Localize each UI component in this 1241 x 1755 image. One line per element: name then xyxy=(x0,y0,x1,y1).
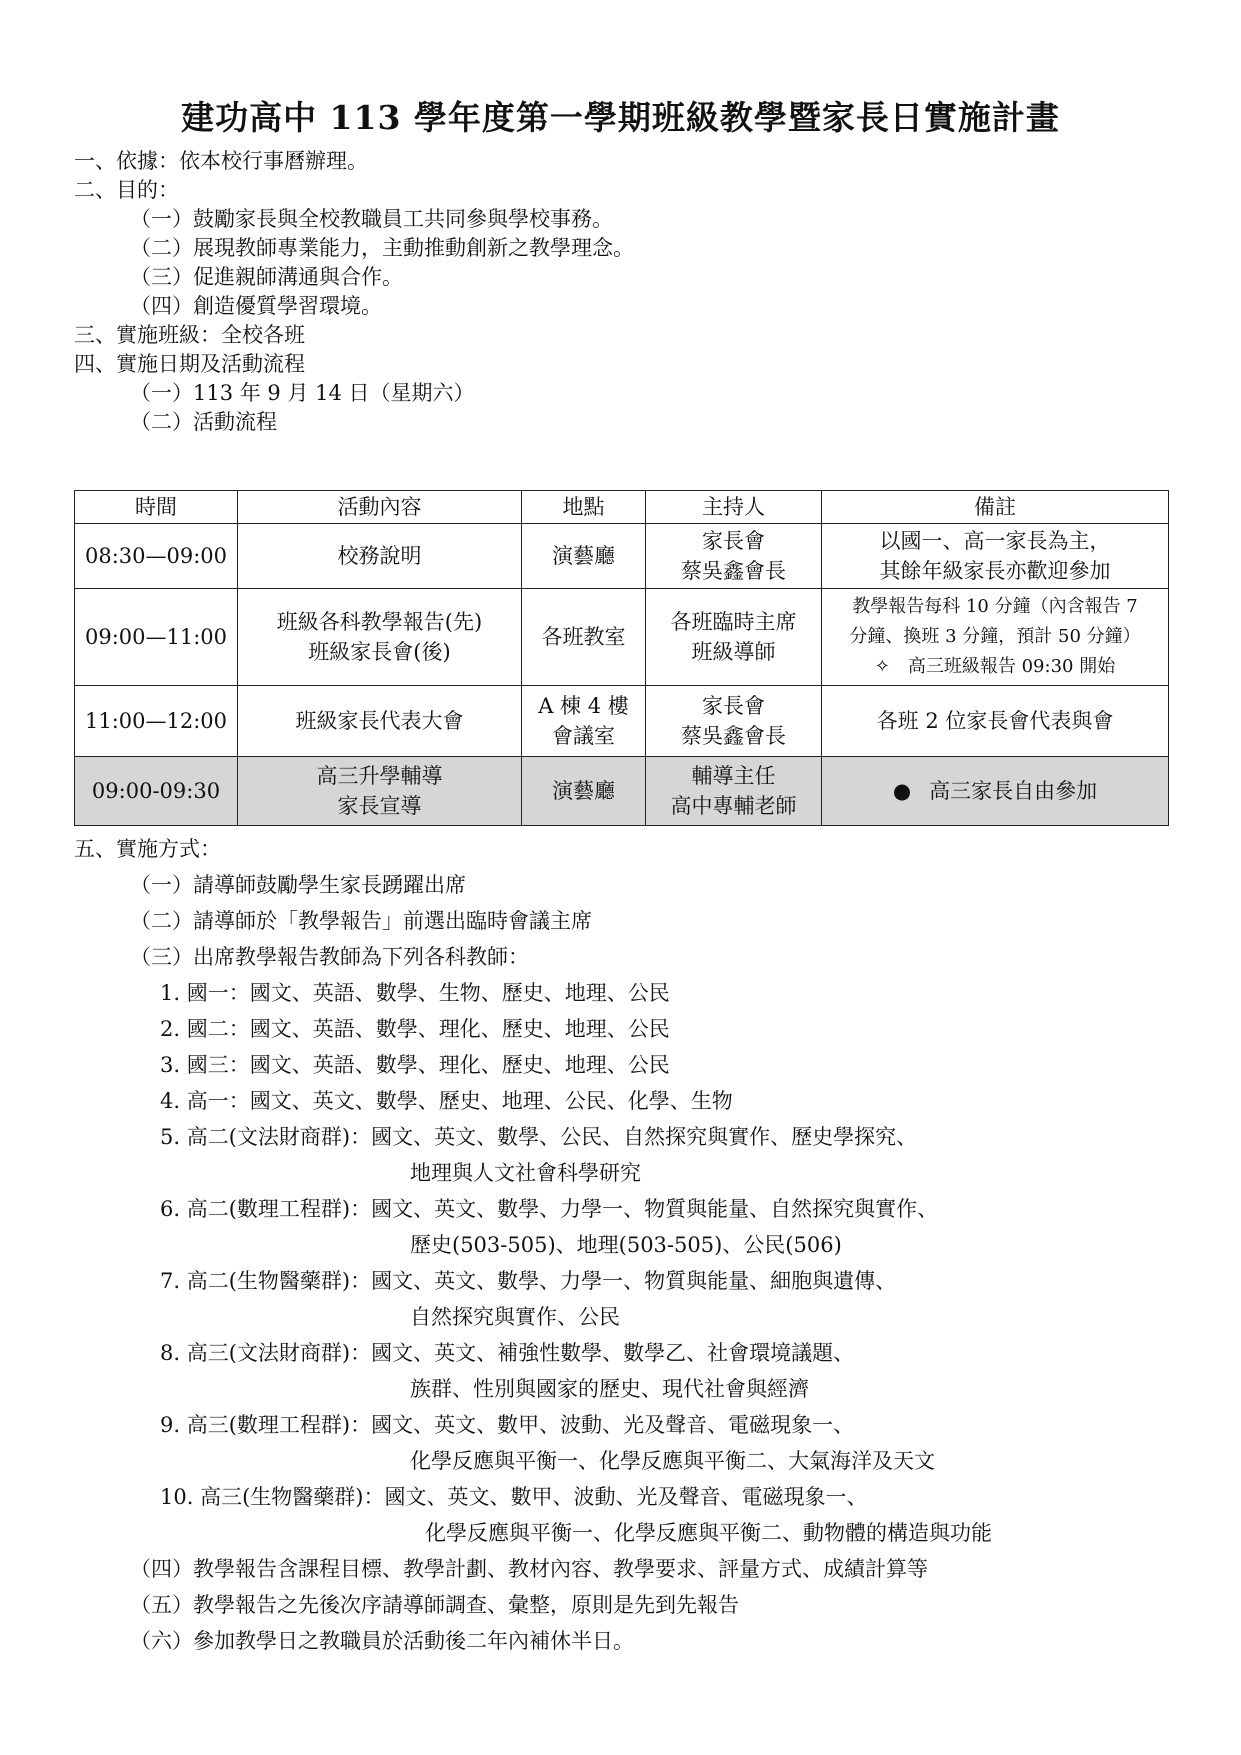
purpose-heading: 二、目的： xyxy=(74,178,179,202)
method-item: （五）教學報告之先後次序請導師調查、彙整，原則是先到先報告 xyxy=(130,1593,739,1617)
cell-line: 班級各科教學報告(先) xyxy=(276,610,483,634)
cell-place xyxy=(522,524,646,589)
bullet-icon: ● xyxy=(892,779,912,803)
cell-line: 校務說明 xyxy=(337,544,422,568)
cell-line: 蔡吳鑫會長 xyxy=(681,559,786,583)
cell-line: 會議室 xyxy=(552,724,615,748)
subject-line: 10. 高三(生物醫藥群)：國文、英文、數甲、波動、光及聲音、電磁現象一、 xyxy=(160,1485,868,1509)
method-item: （四）教學報告含課程目標、教學計劃、教材內容、教學要求、評量方式、成績計算等 xyxy=(130,1557,928,1581)
header-note: 備註 xyxy=(822,491,1169,524)
header-place: 地點 xyxy=(522,491,646,524)
subject-line-cont: 化學反應與平衡一、化學反應與平衡二、動物體的構造與功能 xyxy=(425,1521,992,1545)
cell-time: 09:00-09:30 xyxy=(75,757,238,826)
subject-line: 8. 高三(文法財商群)：國文、英文、補強性數學、數學乙、社會環境議題、 xyxy=(160,1341,855,1365)
document-title: 建功高中 113 學年度第一學期班級教學暨家長日實施計畫 xyxy=(181,98,1060,137)
purpose-item: （二）展現教師專業能力，主動推動創新之教學理念。 xyxy=(130,236,634,260)
subject-line: 5. 高二(文法財商群)：國文、英文、數學、公民、自然探究與實作、歷史學探究、 xyxy=(160,1125,918,1149)
cell-place xyxy=(522,686,646,757)
subject-line-cont: 族群、性別與國家的歷史、現代社會與經濟 xyxy=(410,1377,809,1401)
cell-activity xyxy=(238,589,522,686)
cell-place xyxy=(522,757,646,826)
cell-line: 家長會 xyxy=(702,529,765,553)
subject-line-cont: 歷史(503-505)、地理(503-505)、公民(506) xyxy=(410,1233,842,1257)
cell-line: 各班教室 xyxy=(541,625,626,649)
table-header-row xyxy=(75,491,1169,524)
subject-line: 6. 高二(數理工程群)：國文、英文、數學、力學一、物質與能量、自然探究與實作、 xyxy=(160,1197,939,1221)
cell-line: 蔡吳鑫會長 xyxy=(681,724,786,748)
cell-line: 班級家長代表大會 xyxy=(295,709,464,733)
cell-line: ✧ 高三班級報告 09:30 開始 xyxy=(874,656,1116,677)
header-activity: 活動內容 xyxy=(238,491,522,524)
subject-line: 1. 國一：國文、英語、數學、生物、歷史、地理、公民 xyxy=(160,981,670,1005)
cell-note xyxy=(822,524,1169,589)
cell-line: 家長宣導 xyxy=(337,794,422,818)
subject-line: 9. 高三(數理工程群)：國文、英文、數甲、波動、光及聲音、電磁現象一、 xyxy=(160,1413,855,1437)
table-row xyxy=(75,686,1169,757)
purpose-item: （一）鼓勵家長與全校教職員工共同參與學校事務。 xyxy=(130,207,613,231)
method-item: （一）請導師鼓勵學生家長踴躍出席 xyxy=(130,873,466,897)
cell-activity xyxy=(238,524,522,589)
cell-note xyxy=(822,589,1169,686)
header-host: 主持人 xyxy=(646,491,822,524)
cell-time: 08:30—09:00 xyxy=(75,524,238,589)
method-item: （三）出席教學報告教師為下列各科教師： xyxy=(130,945,529,969)
cell-activity xyxy=(238,686,522,757)
method-heading: 五、實施方式： xyxy=(74,837,221,861)
cell-line: 其餘年級家長亦歡迎參加 xyxy=(879,559,1111,583)
cell-line: 教學報告每科 10 分鐘（內含報告 7 xyxy=(852,596,1138,617)
table-row xyxy=(75,589,1169,686)
cell-activity xyxy=(238,757,522,826)
basis-line: 一、依據：依本校行事曆辦理。 xyxy=(74,149,368,173)
date-line: （一）113 年 9 月 14 日（星期六） xyxy=(130,381,475,405)
cell-line: 各班臨時主席 xyxy=(670,610,797,634)
cell-line: 分鐘、換班 3 分鐘，預計 50 分鐘） xyxy=(849,626,1141,647)
method-item: （六）參加教學日之教職員於活動後二年內補休半日。 xyxy=(130,1629,634,1653)
classes-line: 三、實施班級：全校各班 xyxy=(74,323,305,347)
cell-host xyxy=(646,686,822,757)
table-row xyxy=(75,524,1169,589)
date-heading: 四、實施日期及活動流程 xyxy=(74,352,305,376)
subject-line-cont: 化學反應與平衡一、化學反應與平衡二、大氣海洋及天文 xyxy=(410,1449,935,1473)
subject-line-cont: 地理與人文社會科學研究 xyxy=(410,1161,641,1185)
schedule-table xyxy=(74,490,1169,826)
cell-line: 演藝廳 xyxy=(552,779,615,803)
cell-line: 演藝廳 xyxy=(552,544,615,568)
cell-line: A 棟 4 樓 xyxy=(538,694,629,718)
subject-line: 2. 國二：國文、英語、數學、理化、歷史、地理、公民 xyxy=(160,1017,670,1041)
cell-note xyxy=(822,757,1169,826)
subject-line: 4. 高一：國文、英文、數學、歷史、地理、公民、化學、生物 xyxy=(160,1089,733,1113)
cell-line: 高中專輔老師 xyxy=(670,794,797,818)
cell-host xyxy=(646,589,822,686)
cell-line: 班級導師 xyxy=(691,640,776,664)
cell-line: 輔導主任 xyxy=(691,764,776,788)
cell-time: 09:00—11:00 xyxy=(75,589,238,686)
cell-host xyxy=(646,757,822,826)
cell-host xyxy=(646,524,822,589)
cell-time: 11:00—12:00 xyxy=(75,686,238,757)
header-time: 時間 xyxy=(75,491,238,524)
cell-note xyxy=(822,686,1169,757)
subject-line: 3. 國三：國文、英語、數學、理化、歷史、地理、公民 xyxy=(160,1053,670,1077)
purpose-item: （三）促進親師溝通與合作。 xyxy=(130,265,403,289)
subject-line-cont: 自然探究與實作、公民 xyxy=(410,1305,620,1329)
method-item: （二）請導師於「教學報告」前選出臨時會議主席 xyxy=(130,909,592,933)
cell-line: 高三升學輔導 xyxy=(316,764,443,788)
purpose-item: （四）創造優質學習環境。 xyxy=(130,294,382,318)
flow-heading: （二）活動流程 xyxy=(130,410,277,434)
table-row-highlight xyxy=(75,757,1169,826)
cell-line: 以國一、高一家長為主， xyxy=(879,529,1111,553)
cell-line: 各班 2 位家長會代表與會 xyxy=(876,709,1114,733)
cell-line: 高三家長自由參加 xyxy=(929,779,1098,803)
subject-line: 7. 高二(生物醫藥群)：國文、英文、數學、力學一、物質與能量、細胞與遺傳、 xyxy=(160,1269,897,1293)
cell-line: 班級家長會(後) xyxy=(308,640,451,664)
cell-place xyxy=(522,589,646,686)
cell-line: 家長會 xyxy=(702,694,765,718)
